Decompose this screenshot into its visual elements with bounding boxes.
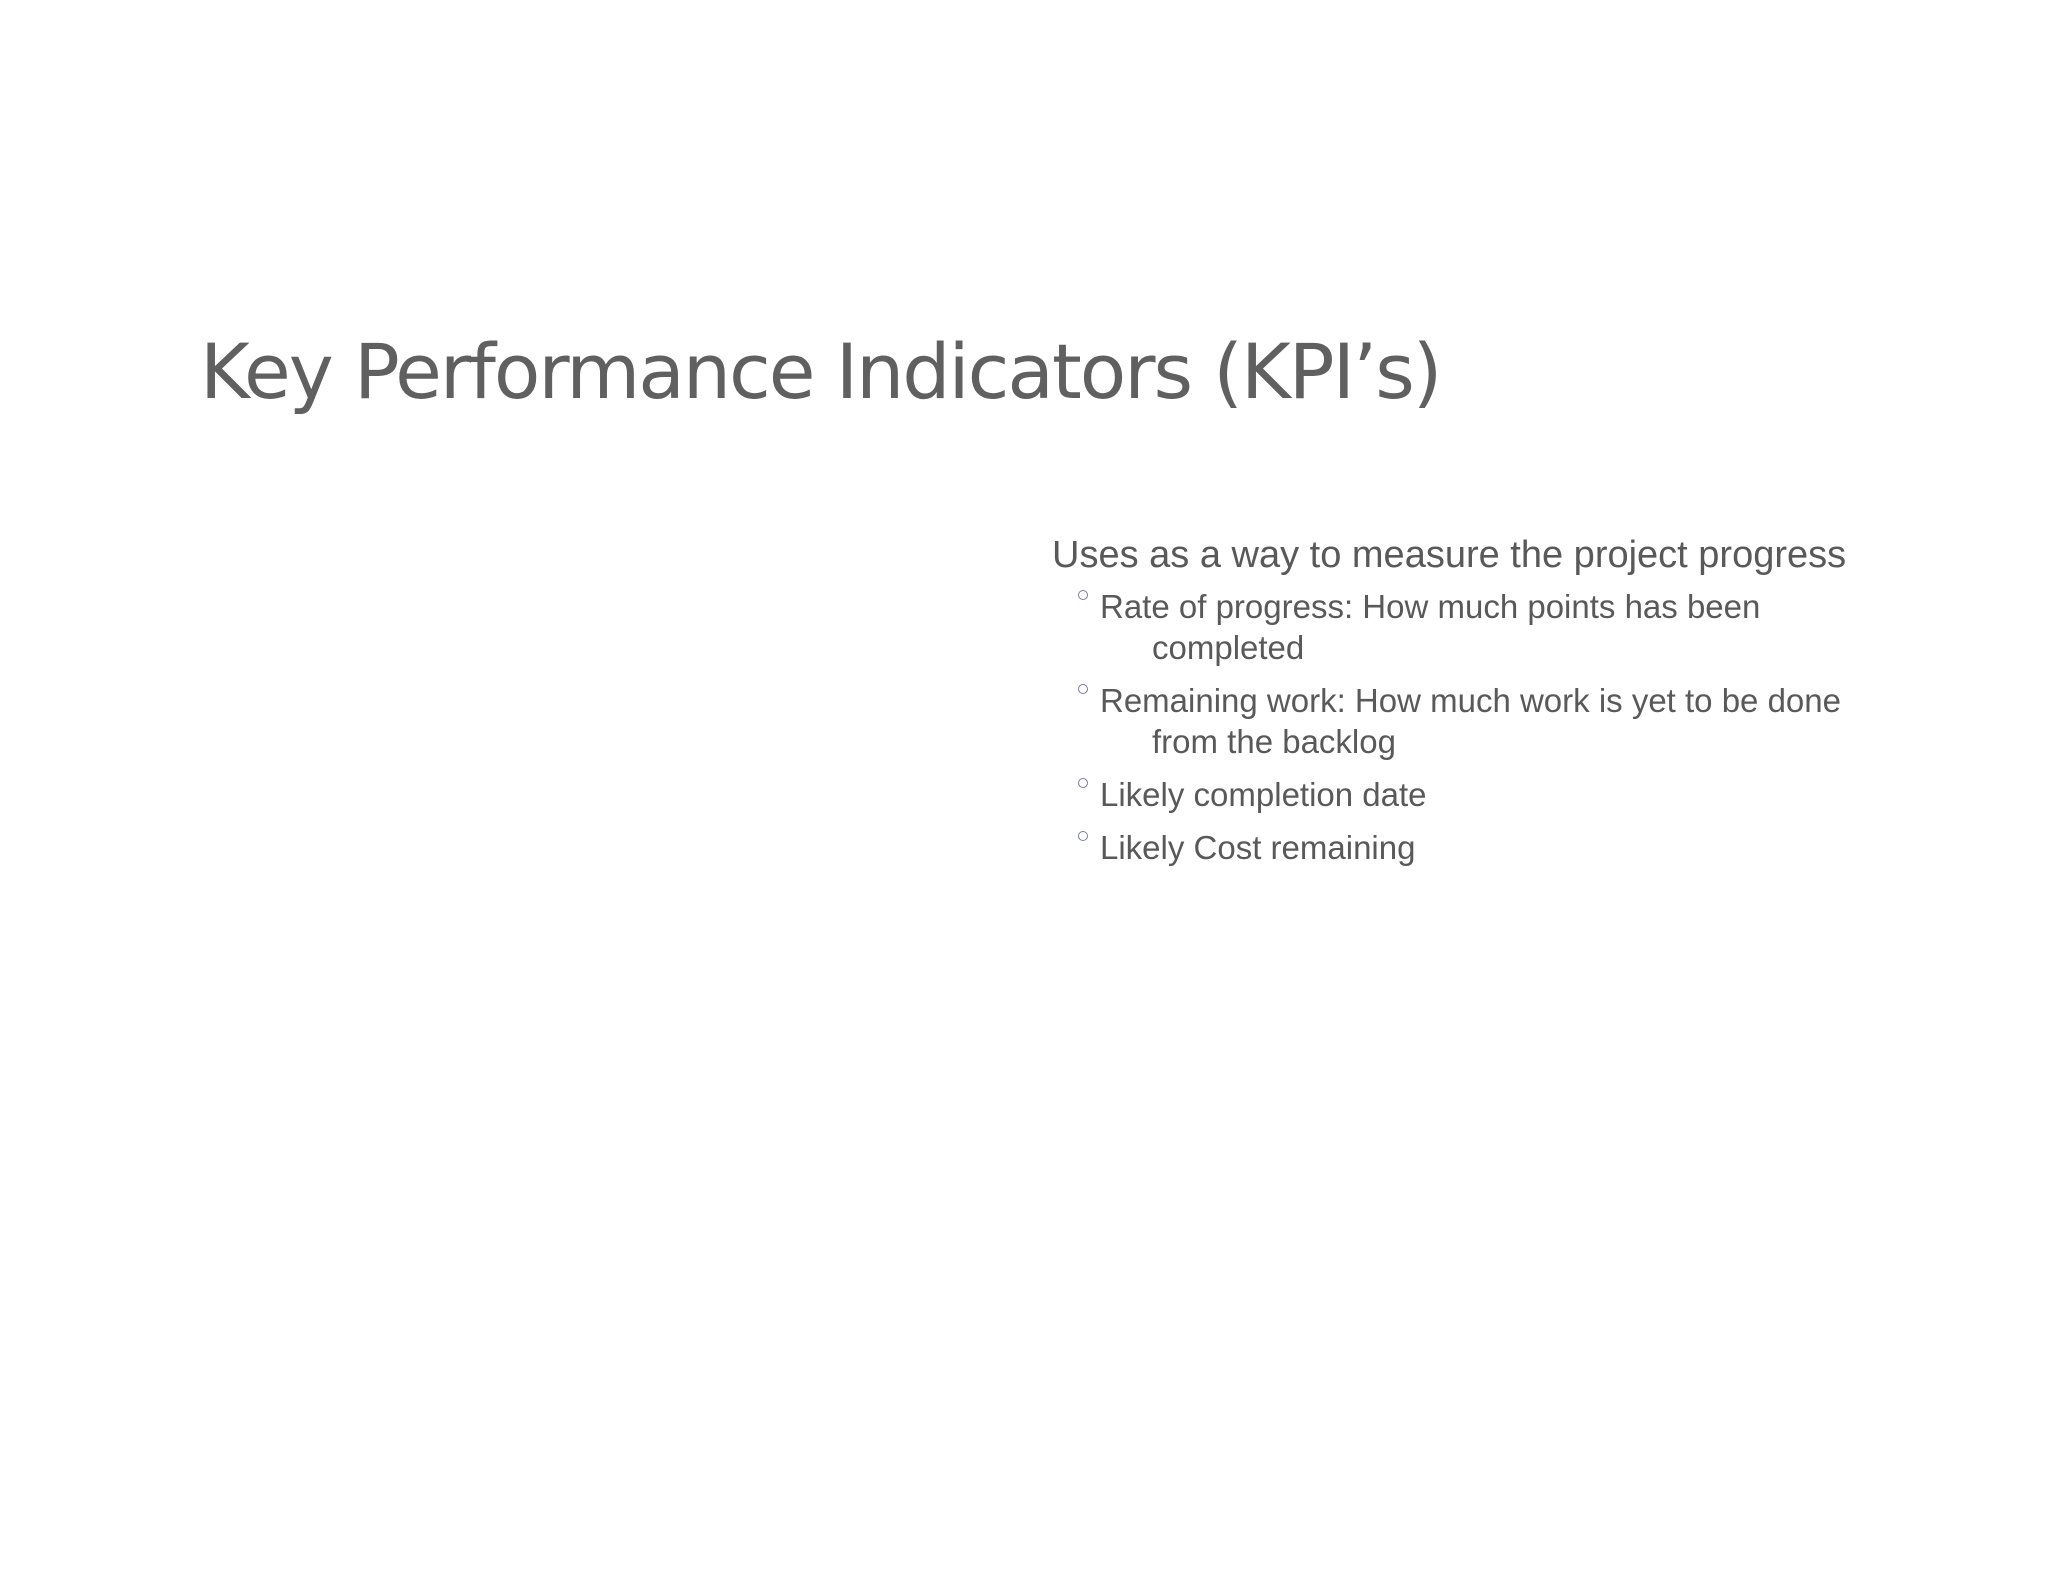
bullet-text: Likely completion date <box>1100 776 1427 813</box>
list-item <box>1052 774 1892 815</box>
list-item <box>1052 827 1892 868</box>
bullet-text: Remaining work: How much work is yet to be done from the backlog <box>1100 682 1841 760</box>
bullet-text: Likely Cost remaining <box>1100 829 1416 866</box>
lead-text: Uses as a way to measure the project progress <box>1052 534 1847 576</box>
slide-content <box>1052 530 1892 880</box>
hollow-circle-bullet-icon <box>1078 590 1088 600</box>
slide-title: Key Performance Indicators (KPI’s) <box>200 327 1441 416</box>
list-item <box>1052 680 1892 762</box>
hollow-circle-bullet-icon <box>1078 831 1088 841</box>
bullet-text: Rate of progress: How much points has been completed <box>1100 588 1761 666</box>
hollow-circle-bullet-icon <box>1078 778 1088 788</box>
list-item <box>1052 586 1892 668</box>
bullet-list <box>1052 586 1892 868</box>
hollow-circle-bullet-icon <box>1078 684 1088 694</box>
